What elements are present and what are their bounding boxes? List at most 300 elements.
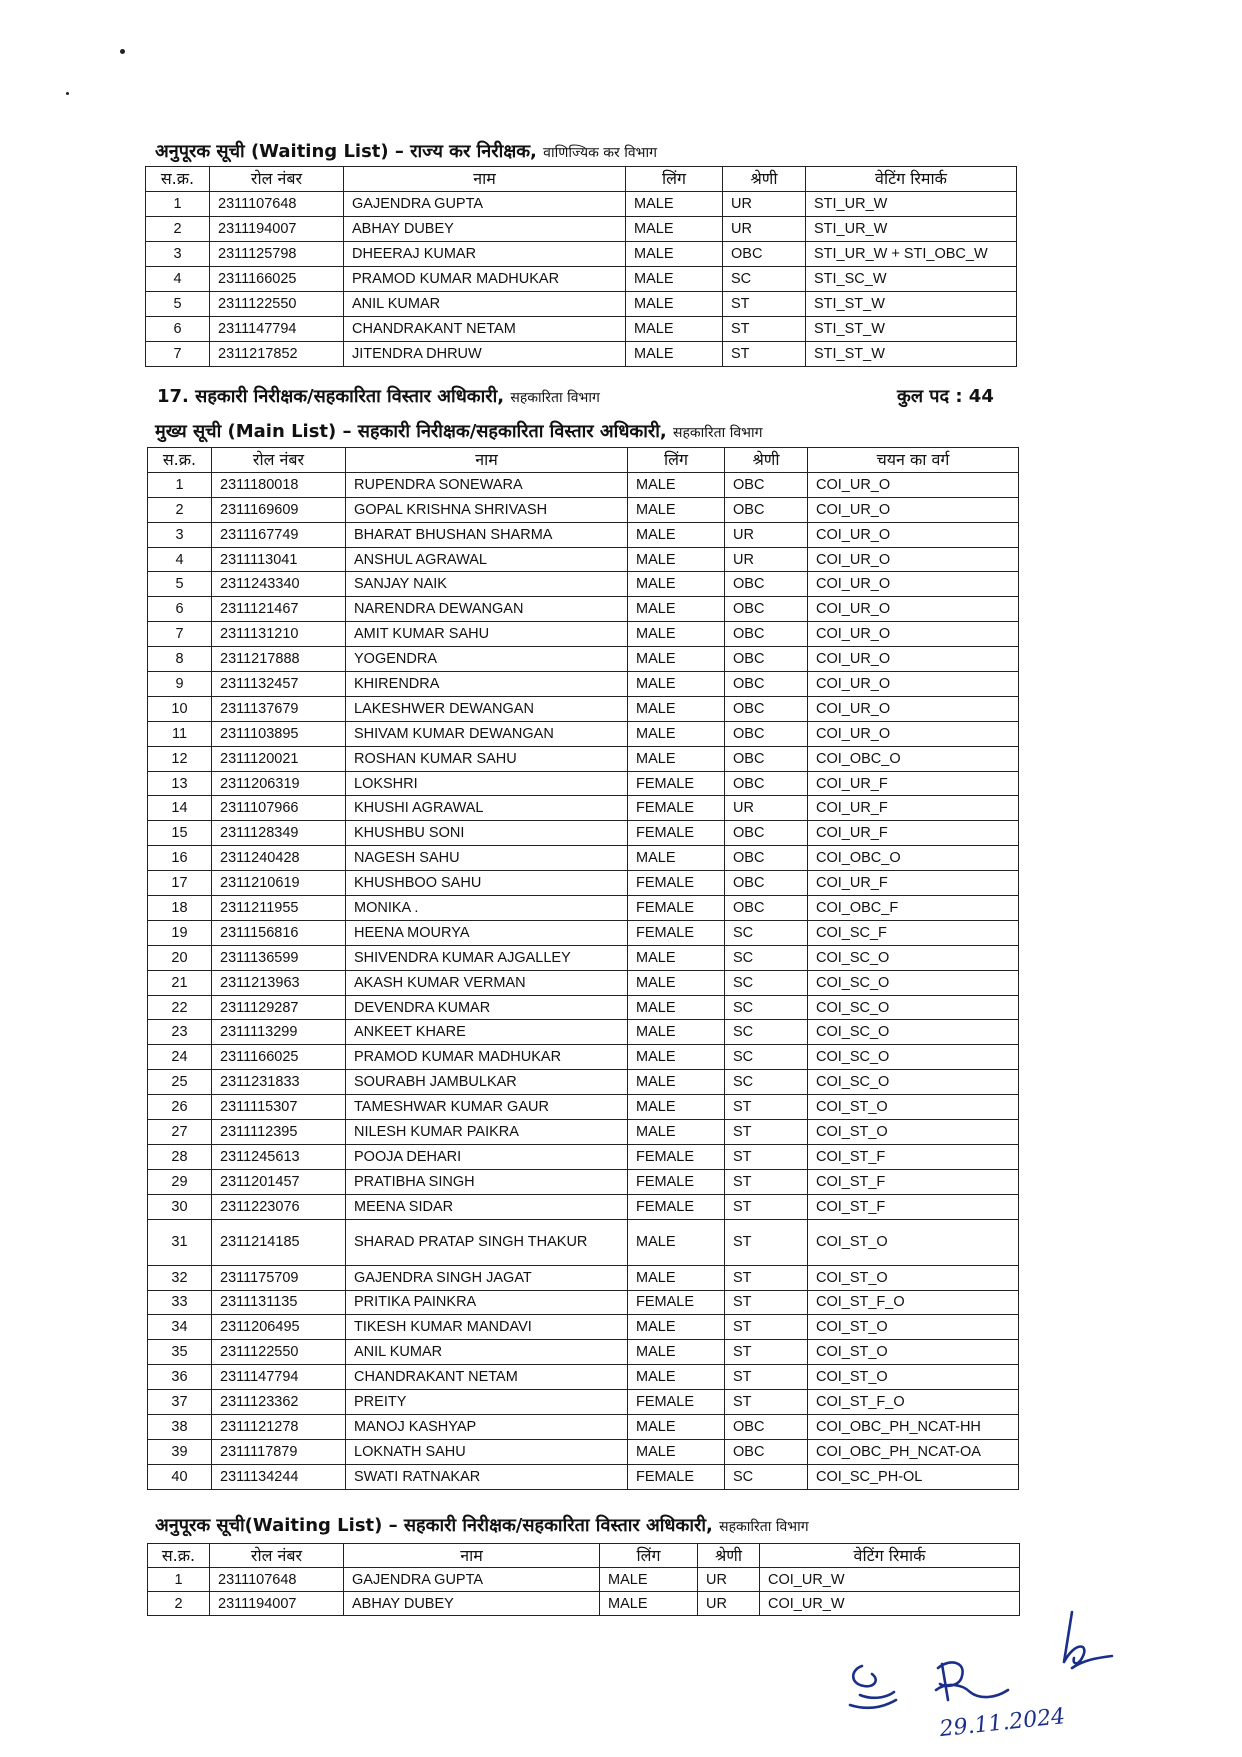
table-cell: OBC (725, 746, 808, 771)
table-cell: RUPENDRA SONEWARA (346, 472, 628, 497)
table-cell: MALE (628, 1365, 725, 1390)
table-cell: FEMALE (628, 1169, 725, 1194)
table-cell: ABHAY DUBEY (344, 217, 626, 242)
table-cell: BHARAT BHUSHAN SHARMA (346, 522, 628, 547)
table-cell: 17 (148, 871, 212, 896)
table-cell: ST (725, 1365, 808, 1390)
table-cell: 2311217852 (210, 342, 344, 367)
table-cell: 1 (148, 472, 212, 497)
table-cell: POOJA DEHARI (346, 1144, 628, 1169)
table-cell: STI_UR_W (806, 192, 1017, 217)
table-cell: 23 (148, 1020, 212, 1045)
table-cell: 5 (148, 572, 212, 597)
waiting-list-2-heading (155, 1513, 809, 1540)
table-cell: COI_UR_O (808, 572, 1019, 597)
table-cell: COI_ST_F_O (808, 1390, 1019, 1415)
waiting-list-2-title: अनुपूरक सूची(Waiting List) – सहकारी निरीक्षक/सहकारिता विस्तार अधिकारी, (155, 1515, 713, 1536)
table-cell: 10 (148, 696, 212, 721)
table-cell: MALE (626, 342, 723, 367)
column-header: रोल नंबर (212, 448, 346, 473)
table-row (148, 1414, 1019, 1439)
table-cell: GOPAL KRISHNA SHRIVASH (346, 497, 628, 522)
table-cell: COI_ST_O (808, 1120, 1019, 1145)
table-cell: 2311206319 (212, 771, 346, 796)
table-cell: ST (725, 1194, 808, 1219)
table-cell: 2311107648 (210, 1568, 344, 1592)
table-cell: 2311194007 (210, 217, 344, 242)
table-cell: COI_ST_F (808, 1144, 1019, 1169)
table-cell: MALE (628, 1414, 725, 1439)
table-cell: 38 (148, 1414, 212, 1439)
table-cell: 2311121467 (212, 597, 346, 622)
table-cell: COI_ST_O (808, 1265, 1019, 1290)
table-cell: 18 (148, 896, 212, 921)
table-cell: 2311115307 (212, 1095, 346, 1120)
table-cell: KHUSHBOO SAHU (346, 871, 628, 896)
table-cell: 2311136599 (212, 945, 346, 970)
table-cell: ANKEET KHARE (346, 1020, 628, 1045)
table-cell: 2 (148, 1592, 210, 1616)
handwritten-signatures (820, 1600, 1120, 1750)
table-cell: SHARAD PRATAP SINGH THAKUR (346, 1219, 628, 1265)
table-cell: SANJAY NAIK (346, 572, 628, 597)
table-cell: 3 (146, 242, 210, 267)
table-cell: MALE (628, 572, 725, 597)
table-row (148, 1120, 1019, 1145)
column-header: लिंग (626, 167, 723, 192)
table-cell: MALE (600, 1568, 698, 1592)
table-cell: COI_UR_F (808, 821, 1019, 846)
table-row (148, 597, 1019, 622)
table-cell: ST (725, 1169, 808, 1194)
table-cell: LOKSHRI (346, 771, 628, 796)
table-cell: ST (723, 342, 806, 367)
table-row (146, 242, 1017, 267)
table-row (148, 1020, 1019, 1045)
table-cell: UR (725, 522, 808, 547)
main-list-department: सहकारिता विभाग (673, 425, 763, 441)
table-cell: STI_ST_W (806, 342, 1017, 367)
table-cell: MALE (628, 672, 725, 697)
table-cell: OBC (725, 721, 808, 746)
table-cell: MALE (628, 1045, 725, 1070)
table-cell: 2311134244 (212, 1464, 346, 1489)
table-row (148, 771, 1019, 796)
table-cell: 2311123362 (212, 1390, 346, 1415)
table-cell: 2311223076 (212, 1194, 346, 1219)
table-row (148, 871, 1019, 896)
table-cell: OBC (725, 622, 808, 647)
table-cell: COI_OBC_O (808, 846, 1019, 871)
table-row (148, 920, 1019, 945)
table-cell: COI_UR_O (808, 522, 1019, 547)
table-row (148, 672, 1019, 697)
table-cell: 2311206495 (212, 1315, 346, 1340)
column-header: वेटिंग रिमार्क (806, 167, 1017, 192)
table-cell: GAJENDRA GUPTA (344, 192, 626, 217)
table-cell: TAMESHWAR KUMAR GAUR (346, 1095, 628, 1120)
table-cell: 2311122550 (210, 292, 344, 317)
table-cell: FEMALE (628, 1290, 725, 1315)
table-cell: MALE (628, 1120, 725, 1145)
table-cell: OBC (725, 497, 808, 522)
table-row (146, 217, 1017, 242)
table-header-row (148, 1544, 1020, 1568)
table-row (148, 1144, 1019, 1169)
table-cell: 2311107648 (210, 192, 344, 217)
table-row (148, 896, 1019, 921)
table-cell: MALE (628, 547, 725, 572)
table-cell: MALE (628, 1219, 725, 1265)
main-list-table (147, 447, 1019, 1490)
column-header: लिंग (628, 448, 725, 473)
column-header: वेटिंग रिमार्क (760, 1544, 1020, 1568)
table-cell: GAJENDRA SINGH JAGAT (346, 1265, 628, 1290)
table-cell: FEMALE (628, 1144, 725, 1169)
table-cell: UR (723, 192, 806, 217)
table-cell: COI_ST_O (808, 1365, 1019, 1390)
table-cell: 1 (148, 1568, 210, 1592)
table-cell: LAKESHWER DEWANGAN (346, 696, 628, 721)
table-cell: COI_UR_O (808, 547, 1019, 572)
table-cell: FEMALE (628, 1390, 725, 1415)
table-cell: 6 (148, 597, 212, 622)
table-cell: YOGENDRA (346, 647, 628, 672)
table-cell: 12 (148, 746, 212, 771)
table-cell: FEMALE (628, 771, 725, 796)
table-cell: COI_UR_O (808, 497, 1019, 522)
table-cell: KHUSHBU SONI (346, 821, 628, 846)
table-cell: 4 (146, 267, 210, 292)
table-row (148, 1365, 1019, 1390)
table-cell: KHIRENDRA (346, 672, 628, 697)
signature-date: 29.11.2024 (938, 1704, 1067, 1743)
table-cell: SC (725, 1464, 808, 1489)
table-cell: 15 (148, 821, 212, 846)
table-cell: 2311131210 (212, 622, 346, 647)
table-row (148, 1390, 1019, 1415)
table-row (148, 1568, 1020, 1592)
table-cell: SC (725, 970, 808, 995)
table-cell: MALE (628, 1070, 725, 1095)
table-cell: 2311112395 (212, 1120, 346, 1145)
table-cell: PRAMOD KUMAR MADHUKAR (344, 267, 626, 292)
table-cell: 1 (146, 192, 210, 217)
table-cell: KHUSHI AGRAWAL (346, 796, 628, 821)
table-cell: MALE (628, 1439, 725, 1464)
table-row (148, 1464, 1019, 1489)
table-cell: OBC (725, 871, 808, 896)
table-cell: COI_UR_O (808, 622, 1019, 647)
table-cell: MALE (600, 1592, 698, 1616)
table-cell: STI_UR_W + STI_OBC_W (806, 242, 1017, 267)
table-cell: COI_UR_W (760, 1568, 1020, 1592)
table-cell: SOURABH JAMBULKAR (346, 1070, 628, 1095)
table-row (148, 1045, 1019, 1070)
table-cell: MALE (626, 217, 723, 242)
table-cell: MALE (628, 472, 725, 497)
table-cell: 16 (148, 846, 212, 871)
table-cell: 2311245613 (212, 1144, 346, 1169)
table-cell: MALE (628, 721, 725, 746)
table-cell: COI_SC_O (808, 970, 1019, 995)
table-cell: 2311175709 (212, 1265, 346, 1290)
table-row (148, 746, 1019, 771)
table-cell: MALE (628, 1095, 725, 1120)
table-cell: AMIT KUMAR SAHU (346, 622, 628, 647)
table-cell: COI_SC_PH-OL (808, 1464, 1019, 1489)
table-cell: 6 (146, 317, 210, 342)
table-cell: 2311120021 (212, 746, 346, 771)
table-cell: HEENA MOURYA (346, 920, 628, 945)
table-row (146, 267, 1017, 292)
table-cell: 20 (148, 945, 212, 970)
table-cell: 11 (148, 721, 212, 746)
table-cell: UR (698, 1592, 760, 1616)
table-cell: 30 (148, 1194, 212, 1219)
table-cell: SC (725, 945, 808, 970)
table-cell: 2311166025 (210, 267, 344, 292)
table-cell: 31 (148, 1219, 212, 1265)
table-cell: CHANDRAKANT NETAM (346, 1365, 628, 1390)
table-cell: FEMALE (628, 1464, 725, 1489)
scan-mark (66, 92, 69, 95)
table-cell: 36 (148, 1365, 212, 1390)
table-cell: PRATIBHA SINGH (346, 1169, 628, 1194)
table-cell: 35 (148, 1340, 212, 1365)
table-cell: 2311213963 (212, 970, 346, 995)
table-cell: ABHAY DUBEY (344, 1592, 600, 1616)
table-row (148, 970, 1019, 995)
table-row (148, 547, 1019, 572)
table-row (148, 1265, 1019, 1290)
table-cell: 2311103895 (212, 721, 346, 746)
table-cell: 2311129287 (212, 995, 346, 1020)
table-cell: ST (723, 317, 806, 342)
table-cell: ST (725, 1144, 808, 1169)
table-cell: 7 (148, 622, 212, 647)
table-cell: 34 (148, 1315, 212, 1340)
table-cell: 2311201457 (212, 1169, 346, 1194)
table-cell: ST (725, 1290, 808, 1315)
table-cell: 2311125798 (210, 242, 344, 267)
table-cell: 39 (148, 1439, 212, 1464)
table-cell: COI_UR_O (808, 721, 1019, 746)
table-row (148, 1194, 1019, 1219)
table-cell: COI_OBC_F (808, 896, 1019, 921)
table-header-row (148, 448, 1019, 473)
table-cell: 2311147794 (210, 317, 344, 342)
table-cell: 5 (146, 292, 210, 317)
table-cell: ANSHUL AGRAWAL (346, 547, 628, 572)
table-cell: SC (725, 920, 808, 945)
table-row (146, 317, 1017, 342)
table-cell: 2311217888 (212, 647, 346, 672)
table-cell: 2311128349 (212, 821, 346, 846)
table-cell: 2311180018 (212, 472, 346, 497)
section-17-title: 17. सहकारी निरीक्षक/सहकारिता विस्तार अधिकारी, (157, 386, 505, 407)
table-cell: SC (723, 267, 806, 292)
signature-mark (850, 1666, 896, 1708)
table-cell: 28 (148, 1144, 212, 1169)
table-cell: ST (725, 1219, 808, 1265)
table-cell: FEMALE (628, 821, 725, 846)
table-cell: MALE (628, 945, 725, 970)
table-row (146, 342, 1017, 367)
main-list-heading (155, 419, 762, 446)
table-cell: 2311113041 (212, 547, 346, 572)
table-cell: 2311231833 (212, 1070, 346, 1095)
table-cell: COI_ST_O (808, 1315, 1019, 1340)
table-cell: MALE (628, 622, 725, 647)
waiting-list-1-department: वाणिज्यिक कर विभाग (543, 145, 657, 161)
table-row (148, 472, 1019, 497)
section-17-heading (157, 384, 600, 411)
table-cell: 40 (148, 1464, 212, 1489)
table-cell: FEMALE (628, 1194, 725, 1219)
table-row (148, 796, 1019, 821)
table-cell: 14 (148, 796, 212, 821)
table-cell: 2311132457 (212, 672, 346, 697)
table-cell: 26 (148, 1095, 212, 1120)
table-cell: SHIVAM KUMAR DEWANGAN (346, 721, 628, 746)
signature-mark (1064, 1612, 1112, 1668)
table-cell: DHEERAJ KUMAR (344, 242, 626, 267)
table-cell: 33 (148, 1290, 212, 1315)
table-cell: ST (725, 1120, 808, 1145)
waiting-list-1-title: अनुपूरक सूची (Waiting List) – राज्य कर निरीक्षक, (155, 141, 537, 162)
table-cell: STI_SC_W (806, 267, 1017, 292)
column-header: चयन का वर्ग (808, 448, 1019, 473)
table-cell: SC (725, 1070, 808, 1095)
total-posts: कुल पद : 44 (897, 386, 994, 407)
table-cell: MALE (628, 696, 725, 721)
table-cell: SHIVENDRA KUMAR AJGALLEY (346, 945, 628, 970)
table-cell: MANOJ KASHYAP (346, 1414, 628, 1439)
table-row (148, 1315, 1019, 1340)
table-cell: OBC (725, 672, 808, 697)
main-list-title: मुख्य सूची (Main List) – सहकारी निरीक्षक/सहकारिता विस्तार अधिकारी, (155, 421, 667, 442)
table-cell: ANIL KUMAR (344, 292, 626, 317)
table-cell: SC (725, 995, 808, 1020)
table-cell: COI_OBC_PH_NCAT-HH (808, 1414, 1019, 1439)
table-cell: COI_SC_O (808, 1070, 1019, 1095)
table-cell: OBC (725, 896, 808, 921)
table-cell: SC (725, 1045, 808, 1070)
table-cell: MALE (626, 242, 723, 267)
table-cell: MALE (628, 1340, 725, 1365)
table-row (148, 1290, 1019, 1315)
table-cell: COI_SC_O (808, 945, 1019, 970)
table-cell: MALE (628, 597, 725, 622)
table-cell: 13 (148, 771, 212, 796)
table-cell: UR (698, 1568, 760, 1592)
table-cell: 2311243340 (212, 572, 346, 597)
table-row (148, 647, 1019, 672)
column-header: श्रेणी (698, 1544, 760, 1568)
table-cell: 2311131135 (212, 1290, 346, 1315)
table-cell: 19 (148, 920, 212, 945)
table-cell: COI_ST_O (808, 1219, 1019, 1265)
table-cell: 2311107966 (212, 796, 346, 821)
table-cell: 21 (148, 970, 212, 995)
table-cell: OBC (725, 771, 808, 796)
table-cell: TIKESH KUMAR MANDAVI (346, 1315, 628, 1340)
table-cell: JITENDRA DHRUW (344, 342, 626, 367)
table-cell: 2311194007 (210, 1592, 344, 1616)
table-cell: MONIKA . (346, 896, 628, 921)
table-cell: 32 (148, 1265, 212, 1290)
table-cell: STI_ST_W (806, 292, 1017, 317)
column-header: नाम (346, 448, 628, 473)
table-cell: 2311113299 (212, 1020, 346, 1045)
table-cell: OBC (725, 696, 808, 721)
table-cell: MALE (626, 292, 723, 317)
table-row (148, 721, 1019, 746)
table-cell: NILESH KUMAR PAIKRA (346, 1120, 628, 1145)
table-cell: UR (723, 217, 806, 242)
table-row (148, 1219, 1019, 1265)
table-cell: COI_OBC_PH_NCAT-OA (808, 1439, 1019, 1464)
table-cell: PRAMOD KUMAR MADHUKAR (346, 1045, 628, 1070)
table-cell: STI_UR_W (806, 217, 1017, 242)
table-cell: ROSHAN KUMAR SAHU (346, 746, 628, 771)
table-row (148, 995, 1019, 1020)
table-cell: OBC (725, 1439, 808, 1464)
table-cell: 2311137679 (212, 696, 346, 721)
table-cell: MALE (626, 267, 723, 292)
table-cell: COI_ST_F (808, 1169, 1019, 1194)
table-cell: COI_UR_O (808, 597, 1019, 622)
table-cell: ST (725, 1340, 808, 1365)
table-cell: COI_SC_O (808, 995, 1019, 1020)
table-cell: AKASH KUMAR VERMAN (346, 970, 628, 995)
table-row (148, 1439, 1019, 1464)
table-cell: MALE (628, 522, 725, 547)
column-header: श्रेणी (723, 167, 806, 192)
signature-mark (936, 1662, 1008, 1700)
table-cell: OBC (725, 597, 808, 622)
waiting-list-1-table (145, 166, 1017, 367)
column-header: नाम (344, 167, 626, 192)
table-cell: 2311121278 (212, 1414, 346, 1439)
table-cell: ST (725, 1265, 808, 1290)
table-cell: OBC (725, 846, 808, 871)
table-cell: COI_UR_O (808, 672, 1019, 697)
table-cell: GAJENDRA GUPTA (344, 1568, 600, 1592)
column-header: स.क्र. (148, 448, 212, 473)
table-cell: COI_ST_O (808, 1340, 1019, 1365)
table-cell: LOKNATH SAHU (346, 1439, 628, 1464)
table-cell: 22 (148, 995, 212, 1020)
table-cell: NAGESH SAHU (346, 846, 628, 871)
table-cell: PRITIKA PAINKRA (346, 1290, 628, 1315)
table-cell: 8 (148, 647, 212, 672)
column-header: नाम (344, 1544, 600, 1568)
table-row (146, 192, 1017, 217)
column-header: रोल नंबर (210, 167, 344, 192)
table-cell: 27 (148, 1120, 212, 1145)
table-cell: 3 (148, 522, 212, 547)
table-row (148, 522, 1019, 547)
table-cell: 2 (148, 497, 212, 522)
table-row (148, 846, 1019, 871)
table-cell: 24 (148, 1045, 212, 1070)
table-cell: MALE (628, 1020, 725, 1045)
table-cell: MALE (626, 192, 723, 217)
table-cell: ST (725, 1390, 808, 1415)
table-cell: MALE (628, 1315, 725, 1340)
